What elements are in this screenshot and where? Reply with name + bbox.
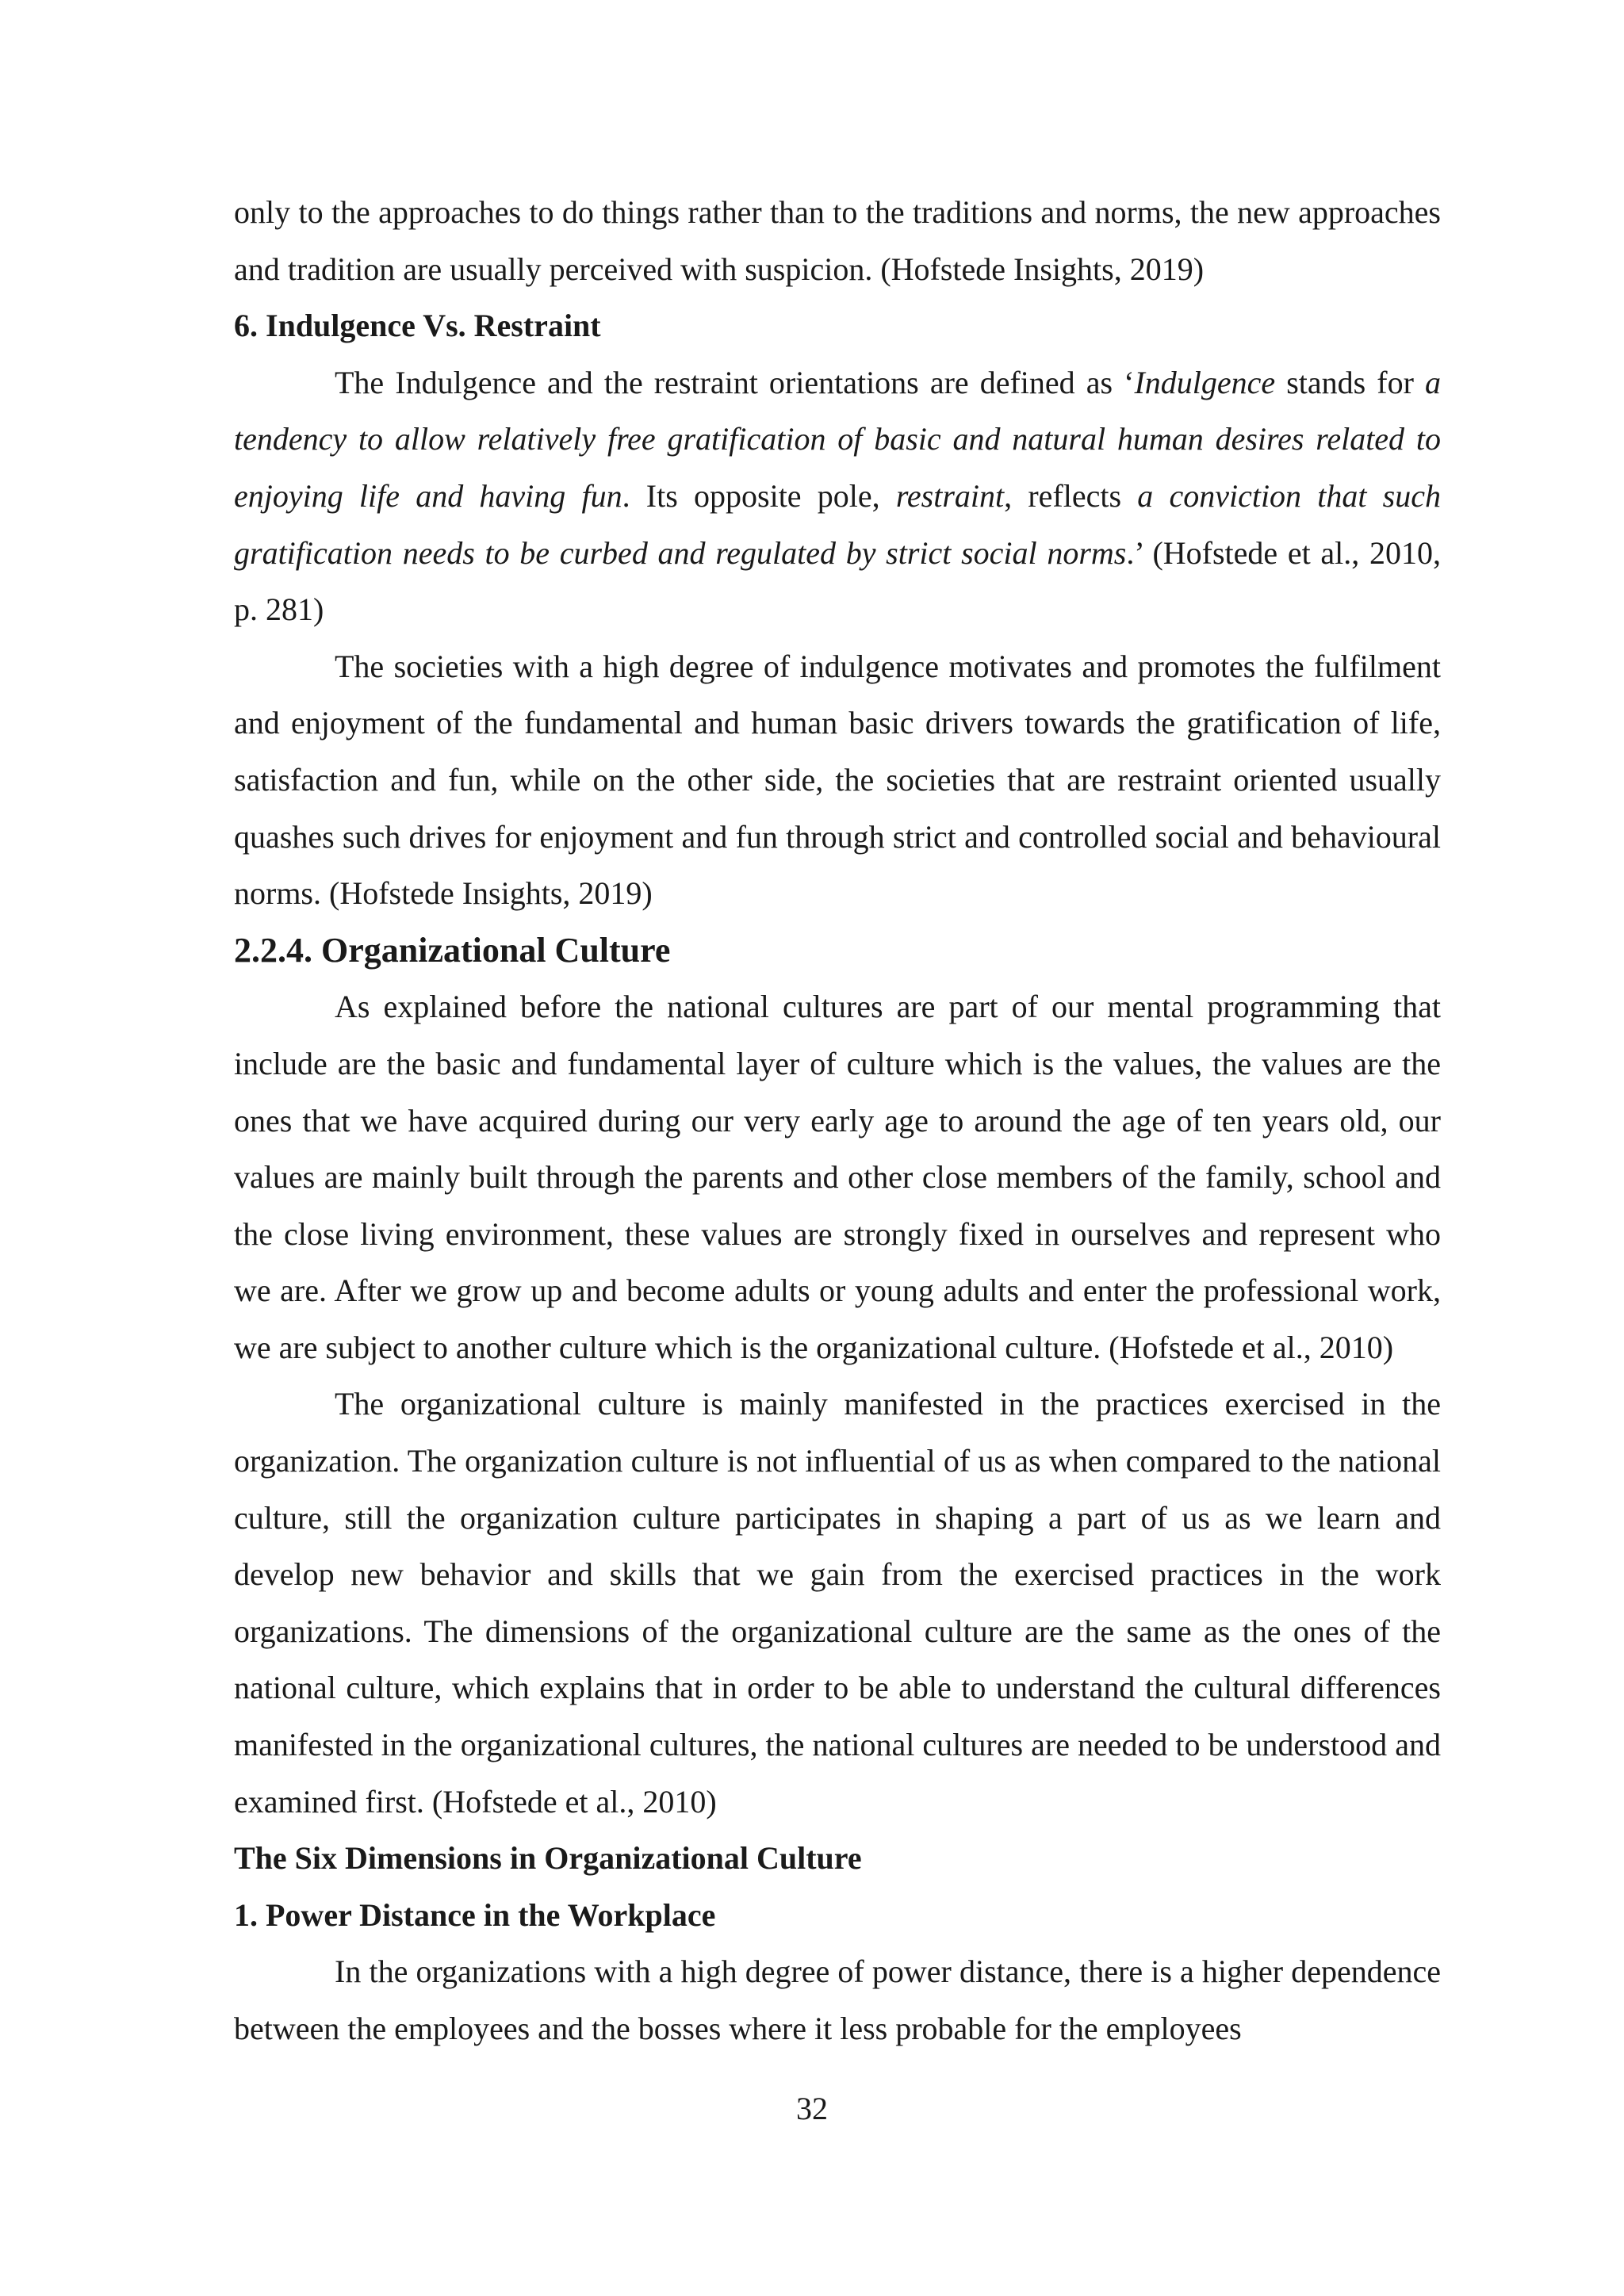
heading-power-distance-workplace: 1. Power Distance in the Workplace <box>234 1896 716 1933</box>
section-heading-organizational-culture: 2.2.4. Organizational Culture <box>234 930 671 970</box>
paragraph-organizational-culture-1: As explained before the national cultures are part of our mental programming that include are the basic and fundamental layer of culture which is the values, the values are the ones that we have acquired during our very early age to around the age of ten years old, our values are mainly built through the parents and other close members of the family, school and the close living environment, these values are strongly fixed in ourselves and represent who we are. After we grow up and become adults or young adults and enter the professional work, we are subject to another culture which is the organizational culture. (Hofstede et al., 2010) <box>234 989 1441 1365</box>
page-body <box>234 184 1441 2057</box>
definition-text-2: stands for <box>1275 364 1425 400</box>
definition-text-4: , reflects <box>1004 477 1138 514</box>
paragraph-power-distance: In the organizations with a high degree of power distance, there is a higher dependence between the employees and the bosses where it less probable for the employees <box>234 1954 1441 2046</box>
heading-indulgence-vs-restraint: 6. Indulgence Vs. Restraint <box>234 308 601 344</box>
definition-text-3: . Its opposite pole, <box>622 477 896 514</box>
paragraph-indulgence-definition <box>234 354 1441 638</box>
definition-citation: .’ (Hofstede et al., 2010, p. 281) <box>234 534 1441 628</box>
indulgence-definition-quote: a tendency to allow relatively free gratification of basic and natural human desires related to enjoying life and having fun <box>234 364 1441 514</box>
term-restraint: restraint <box>895 477 1005 514</box>
paragraph-organizational-culture-2: The organizational culture is mainly manifested in the practices exercised in the organization. The organization culture is not influential of us as when compared to the national culture, still the organization culture participates in shaping a part of us as we learn and develop new behavior and skills that we gain from the exercised practices in the work organizations. The dimensions of the organizational culture are the same as the ones of the national culture, which explains that in order to be able to understand the cultural differences manifested in the organizational cultures, the national cultures are needed to be understood and examined first. (Hofstede et al., 2010) <box>234 1386 1441 1820</box>
definition-text-1: The Indulgence and the restraint orientations are defined as ‘ <box>335 364 1135 400</box>
restraint-definition-quote: a conviction that such gratification needs to be curbed and regulated by strict social norms <box>234 477 1441 571</box>
term-indulgence: Indulgence <box>1134 364 1276 400</box>
page-number: 32 <box>796 2091 828 2126</box>
paragraph-indulgence-societies: The societies with a high degree of indulgence motivates and promotes the fulfilment and enjoyment of the fundamental and human basic drivers towards the gratification of life, satisfaction and fun, while on the other side, the societies that are restraint oriented usually quashes such drives for enjoyment and fun through strict and controlled social and behavioural norms. (Hofstede Insights, 2019) <box>234 648 1441 912</box>
paragraph-continuation: only to the approaches to do things rather than to the traditions and norms, the new approaches and tradition are usually perceived with suspicion. (Hofstede Insights, 2019) <box>234 194 1441 287</box>
heading-six-dimensions: The Six Dimensions in Organizational Culture <box>234 1840 862 1877</box>
